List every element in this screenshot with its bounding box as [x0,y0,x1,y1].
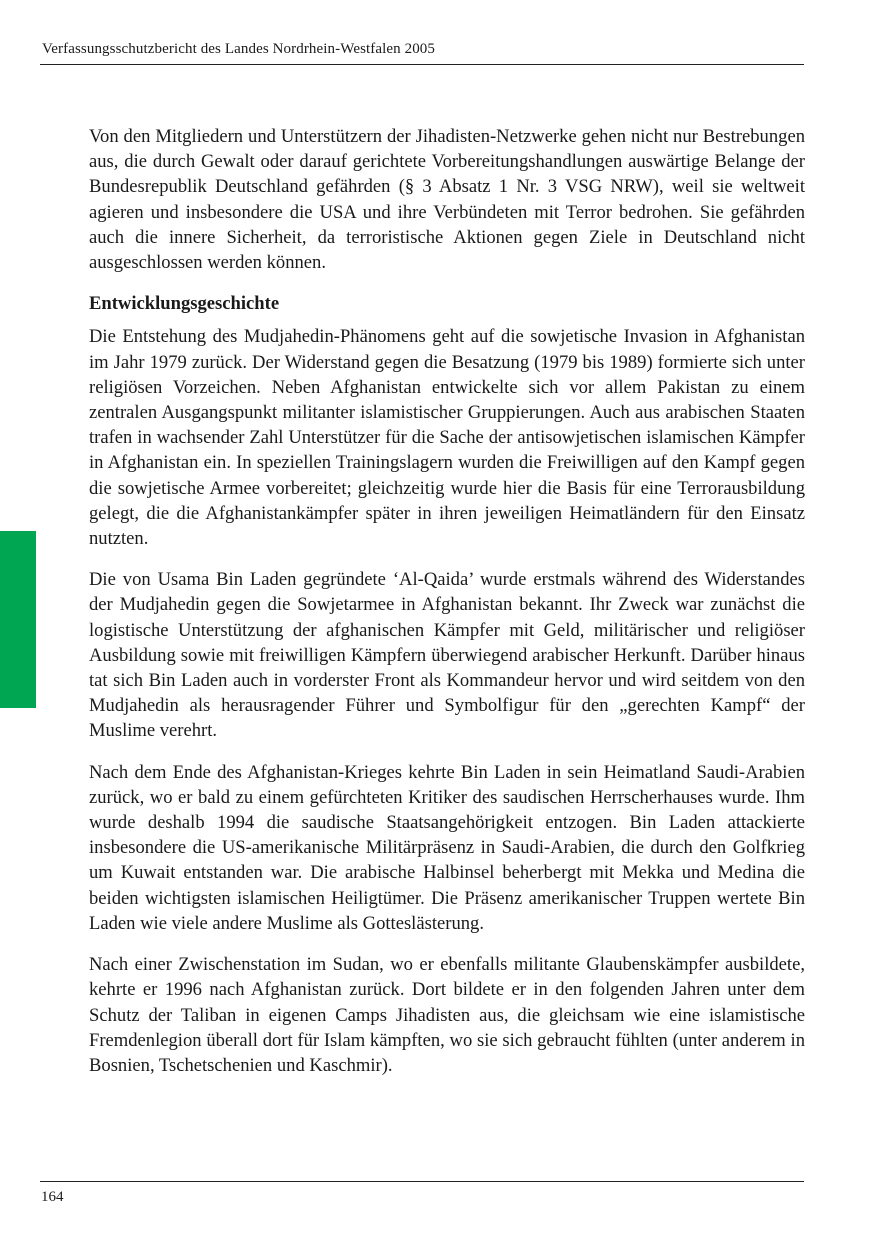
header-divider [40,64,804,65]
paragraph-al-qaida: Die von Usama Bin Laden gegründete ‘Al-Qaida’ wurde erstmals während des Widerstandes der Mudjahedin gegen die Sowjetarmee in Afghanistan bekannt. Ihr Zweck war zunächst die logistische Unterstützung der afghanischen Kämpfer mit Geld, militärischer und religiöser Ausbildung sowie mit freiwilligen Kämpfern überwiegend arabischer Herkunft. Darüber hinaus tat sich Bin Laden auch in vorderster Front als Kommandeur hervor und wird seitdem von den Mudjahedin als herausragender Führer und Symbolfigur für den „gerechten Kampf“ der Muslime verehrt. [89,569,805,742]
page-number: 164 [41,1189,64,1205]
intro-paragraph: Von den Mitgliedern und Unterstützern der Jihadisten-Netzwerke gehen nicht nur Bestrebungen aus, die durch Gewalt oder darauf gerichtete Vorbereitungshandlungen auswärtige Belange der Bundesrepublik Deutschland gefährden (§ 3 Absatz 1 Nr. 3 VSG NRW), weil sie weltweit agieren und insbesondere die USA und ihre Verbündeten mit Terror bedrohen. Sie gefährden auch die innere Sicherheit, da terroristische Aktionen gegen Ziele in Deutschland nicht ausgeschlossen werden können. [89,126,805,274]
footer-divider [40,1181,804,1182]
paragraph-sudan-afghanistan: Nach einer Zwischenstation im Sudan, wo er ebenfalls militante Glaubenskämpfer ausbildete, kehrte er 1996 nach Afghanistan zurück. Dort bildete er in den folgenden Jahren unter dem Schutz der Taliban in eigenen Camps Jihadisten aus, die gleichsam wie eine islamistische Fremdenlegion überall dort für Islam kämpften, wo sie sich gebraucht fühlten (unter anderem in Bosnien, Tschetschenien und Kaschmir). [89,954,805,1076]
chapter-marker-tab [0,531,36,708]
page-content [89,124,805,1094]
paragraph-origins: Die Entstehung des Mudjahedin-Phänomens geht auf die sowjetische Invasion in Afghanistan im Jahr 1979 zurück. Der Widerstand gegen die Besatzung (1979 bis 1989) formierte sich unter religiösen Vorzeichen. Neben Afghanistan entwickelte sich vor allem Pakistan zu einem zentralen Ausgangspunkt militanter islamistischer Gruppierungen. Auch aus arabischen Staaten trafen in wachsender Zahl Unterstützer für die Sache der antisowjetischen islamischen Kämpfer in Afghanistan ein. In speziellen Trainingslagern wurden die Freiwilligen auf den Kampf gegen die sowjetische Armee vorbereitet; gleichzeitig wurde hier die Basis für eine Terrorausbildung gelegt, die die Afghanistankämpfer später in ihren jeweiligen Heimatländern für den Einsatz nutzten. [89,326,805,550]
paragraph-saudi-arabia: Nach dem Ende des Afghanistan-Krieges kehrte Bin Laden in sein Heimatland Saudi-Arabien zurück, wo er bald zu einem gefürchteten Kritiker des saudischen Herrscherhauses wurde. Ihm wurde deshalb 1994 die saudische Staatsangehörigkeit entzogen. Bin Laden attackierte insbesondere die US-amerikanische Militärpräsenz in Saudi-Arabien, die durch den Golfkrieg um Kuwait entstanden war. Die arabische Halbinsel beherbergt mit Mekka und Medina die beiden wichtigsten islamischen Heiligtümer. Die Präsenz amerikanischer Truppen wertete Bin Laden wie viele andere Muslime als Gotteslästerung. [89,761,805,934]
running-header: Verfassungsschutzbericht des Landes Nordrhein-Westfalen 2005 [42,41,436,57]
section-heading: Entwicklungsgeschichte [89,293,280,315]
